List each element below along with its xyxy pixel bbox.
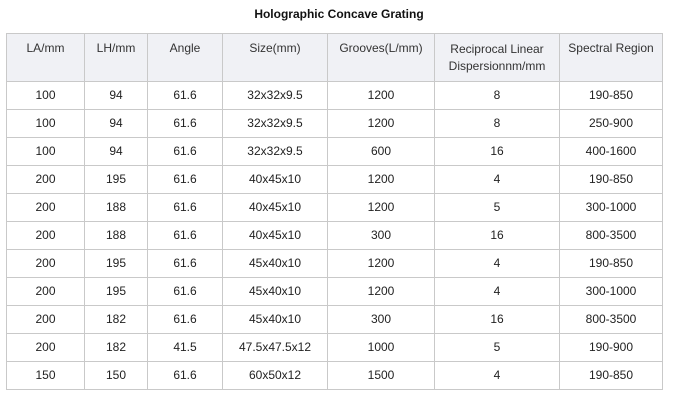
cell-grooves: 1200: [328, 82, 435, 110]
cell-spectral-region: 300-1000: [560, 278, 663, 306]
cell-la: 100: [7, 110, 85, 138]
column-header-la: LA/mm: [7, 34, 85, 82]
cell-lh: 188: [85, 222, 148, 250]
cell-spectral-region: 190-850: [560, 82, 663, 110]
cell-size: 45x40x10: [223, 278, 328, 306]
cell-grooves: 1200: [328, 278, 435, 306]
cell-spectral-region: 190-850: [560, 362, 663, 390]
cell-lh: 195: [85, 166, 148, 194]
cell-grooves: 1200: [328, 194, 435, 222]
cell-grooves: 1500: [328, 362, 435, 390]
cell-size: 32x32x9.5: [223, 138, 328, 166]
cell-la: 200: [7, 222, 85, 250]
table-header: [7, 34, 663, 82]
cell-lh: 94: [85, 110, 148, 138]
cell-dispersion: 4: [435, 166, 560, 194]
cell-grooves: 1200: [328, 110, 435, 138]
cell-dispersion: 4: [435, 250, 560, 278]
cell-dispersion: 16: [435, 138, 560, 166]
cell-grooves: 1200: [328, 166, 435, 194]
column-header-dispersion: Reciprocal Linear Dispersionnm/mm: [435, 34, 560, 82]
cell-lh: 188: [85, 194, 148, 222]
cell-angle: 61.6: [148, 110, 223, 138]
column-header-size: Size(mm): [223, 34, 328, 82]
table-row: [7, 278, 663, 306]
cell-size: 32x32x9.5: [223, 110, 328, 138]
cell-angle: 61.6: [148, 222, 223, 250]
cell-angle: 61.6: [148, 138, 223, 166]
cell-spectral-region: 250-900: [560, 110, 663, 138]
cell-la: 200: [7, 194, 85, 222]
cell-angle: 41.5: [148, 334, 223, 362]
cell-dispersion: 8: [435, 82, 560, 110]
cell-size: 60x50x12: [223, 362, 328, 390]
cell-la: 100: [7, 82, 85, 110]
cell-la: 200: [7, 166, 85, 194]
cell-spectral-region: 190-850: [560, 250, 663, 278]
cell-grooves: 300: [328, 306, 435, 334]
table-row: [7, 362, 663, 390]
cell-dispersion: 5: [435, 194, 560, 222]
table-row: [7, 82, 663, 110]
cell-dispersion: 5: [435, 334, 560, 362]
cell-lh: 182: [85, 306, 148, 334]
table-row: [7, 138, 663, 166]
cell-dispersion: 16: [435, 306, 560, 334]
cell-angle: 61.6: [148, 278, 223, 306]
table-title: Holographic Concave Grating: [254, 7, 424, 21]
column-header-angle: Angle: [148, 34, 223, 82]
column-header-lh: LH/mm: [85, 34, 148, 82]
table-row: [7, 110, 663, 138]
cell-dispersion: 16: [435, 222, 560, 250]
cell-angle: 61.6: [148, 82, 223, 110]
cell-angle: 61.6: [148, 194, 223, 222]
cell-dispersion: 4: [435, 278, 560, 306]
cell-lh: 94: [85, 138, 148, 166]
cell-grooves: 1000: [328, 334, 435, 362]
cell-lh: 94: [85, 82, 148, 110]
table-row: [7, 306, 663, 334]
header-row: [7, 34, 663, 82]
cell-angle: 61.6: [148, 362, 223, 390]
cell-angle: 61.6: [148, 306, 223, 334]
cell-la: 200: [7, 334, 85, 362]
cell-size: 47.5x47.5x12: [223, 334, 328, 362]
cell-size: 40x45x10: [223, 222, 328, 250]
cell-lh: 182: [85, 334, 148, 362]
cell-spectral-region: 300-1000: [560, 194, 663, 222]
table-row: [7, 194, 663, 222]
cell-spectral-region: 400-1600: [560, 138, 663, 166]
cell-la: 200: [7, 278, 85, 306]
cell-la: 100: [7, 138, 85, 166]
table-body: [7, 82, 663, 390]
cell-lh: 195: [85, 278, 148, 306]
table-row: [7, 250, 663, 278]
cell-la: 200: [7, 250, 85, 278]
column-header-grooves: Grooves(L/mm): [328, 34, 435, 82]
cell-la: 200: [7, 306, 85, 334]
cell-dispersion: 8: [435, 110, 560, 138]
cell-grooves: 600: [328, 138, 435, 166]
cell-angle: 61.6: [148, 250, 223, 278]
column-header-spectral-region: Spectral Region: [560, 34, 663, 82]
cell-size: 45x40x10: [223, 306, 328, 334]
cell-spectral-region: 190-850: [560, 166, 663, 194]
cell-grooves: 1200: [328, 250, 435, 278]
cell-size: 40x45x10: [223, 194, 328, 222]
cell-la: 150: [7, 362, 85, 390]
cell-spectral-region: 190-900: [560, 334, 663, 362]
cell-size: 40x45x10: [223, 166, 328, 194]
cell-spectral-region: 800-3500: [560, 222, 663, 250]
cell-size: 32x32x9.5: [223, 82, 328, 110]
cell-lh: 195: [85, 250, 148, 278]
table-row: [7, 222, 663, 250]
cell-size: 45x40x10: [223, 250, 328, 278]
cell-lh: 150: [85, 362, 148, 390]
table-row: [7, 166, 663, 194]
cell-angle: 61.6: [148, 166, 223, 194]
cell-spectral-region: 800-3500: [560, 306, 663, 334]
table-row: [7, 334, 663, 362]
cell-grooves: 300: [328, 222, 435, 250]
grating-table: [6, 33, 663, 390]
cell-dispersion: 4: [435, 362, 560, 390]
